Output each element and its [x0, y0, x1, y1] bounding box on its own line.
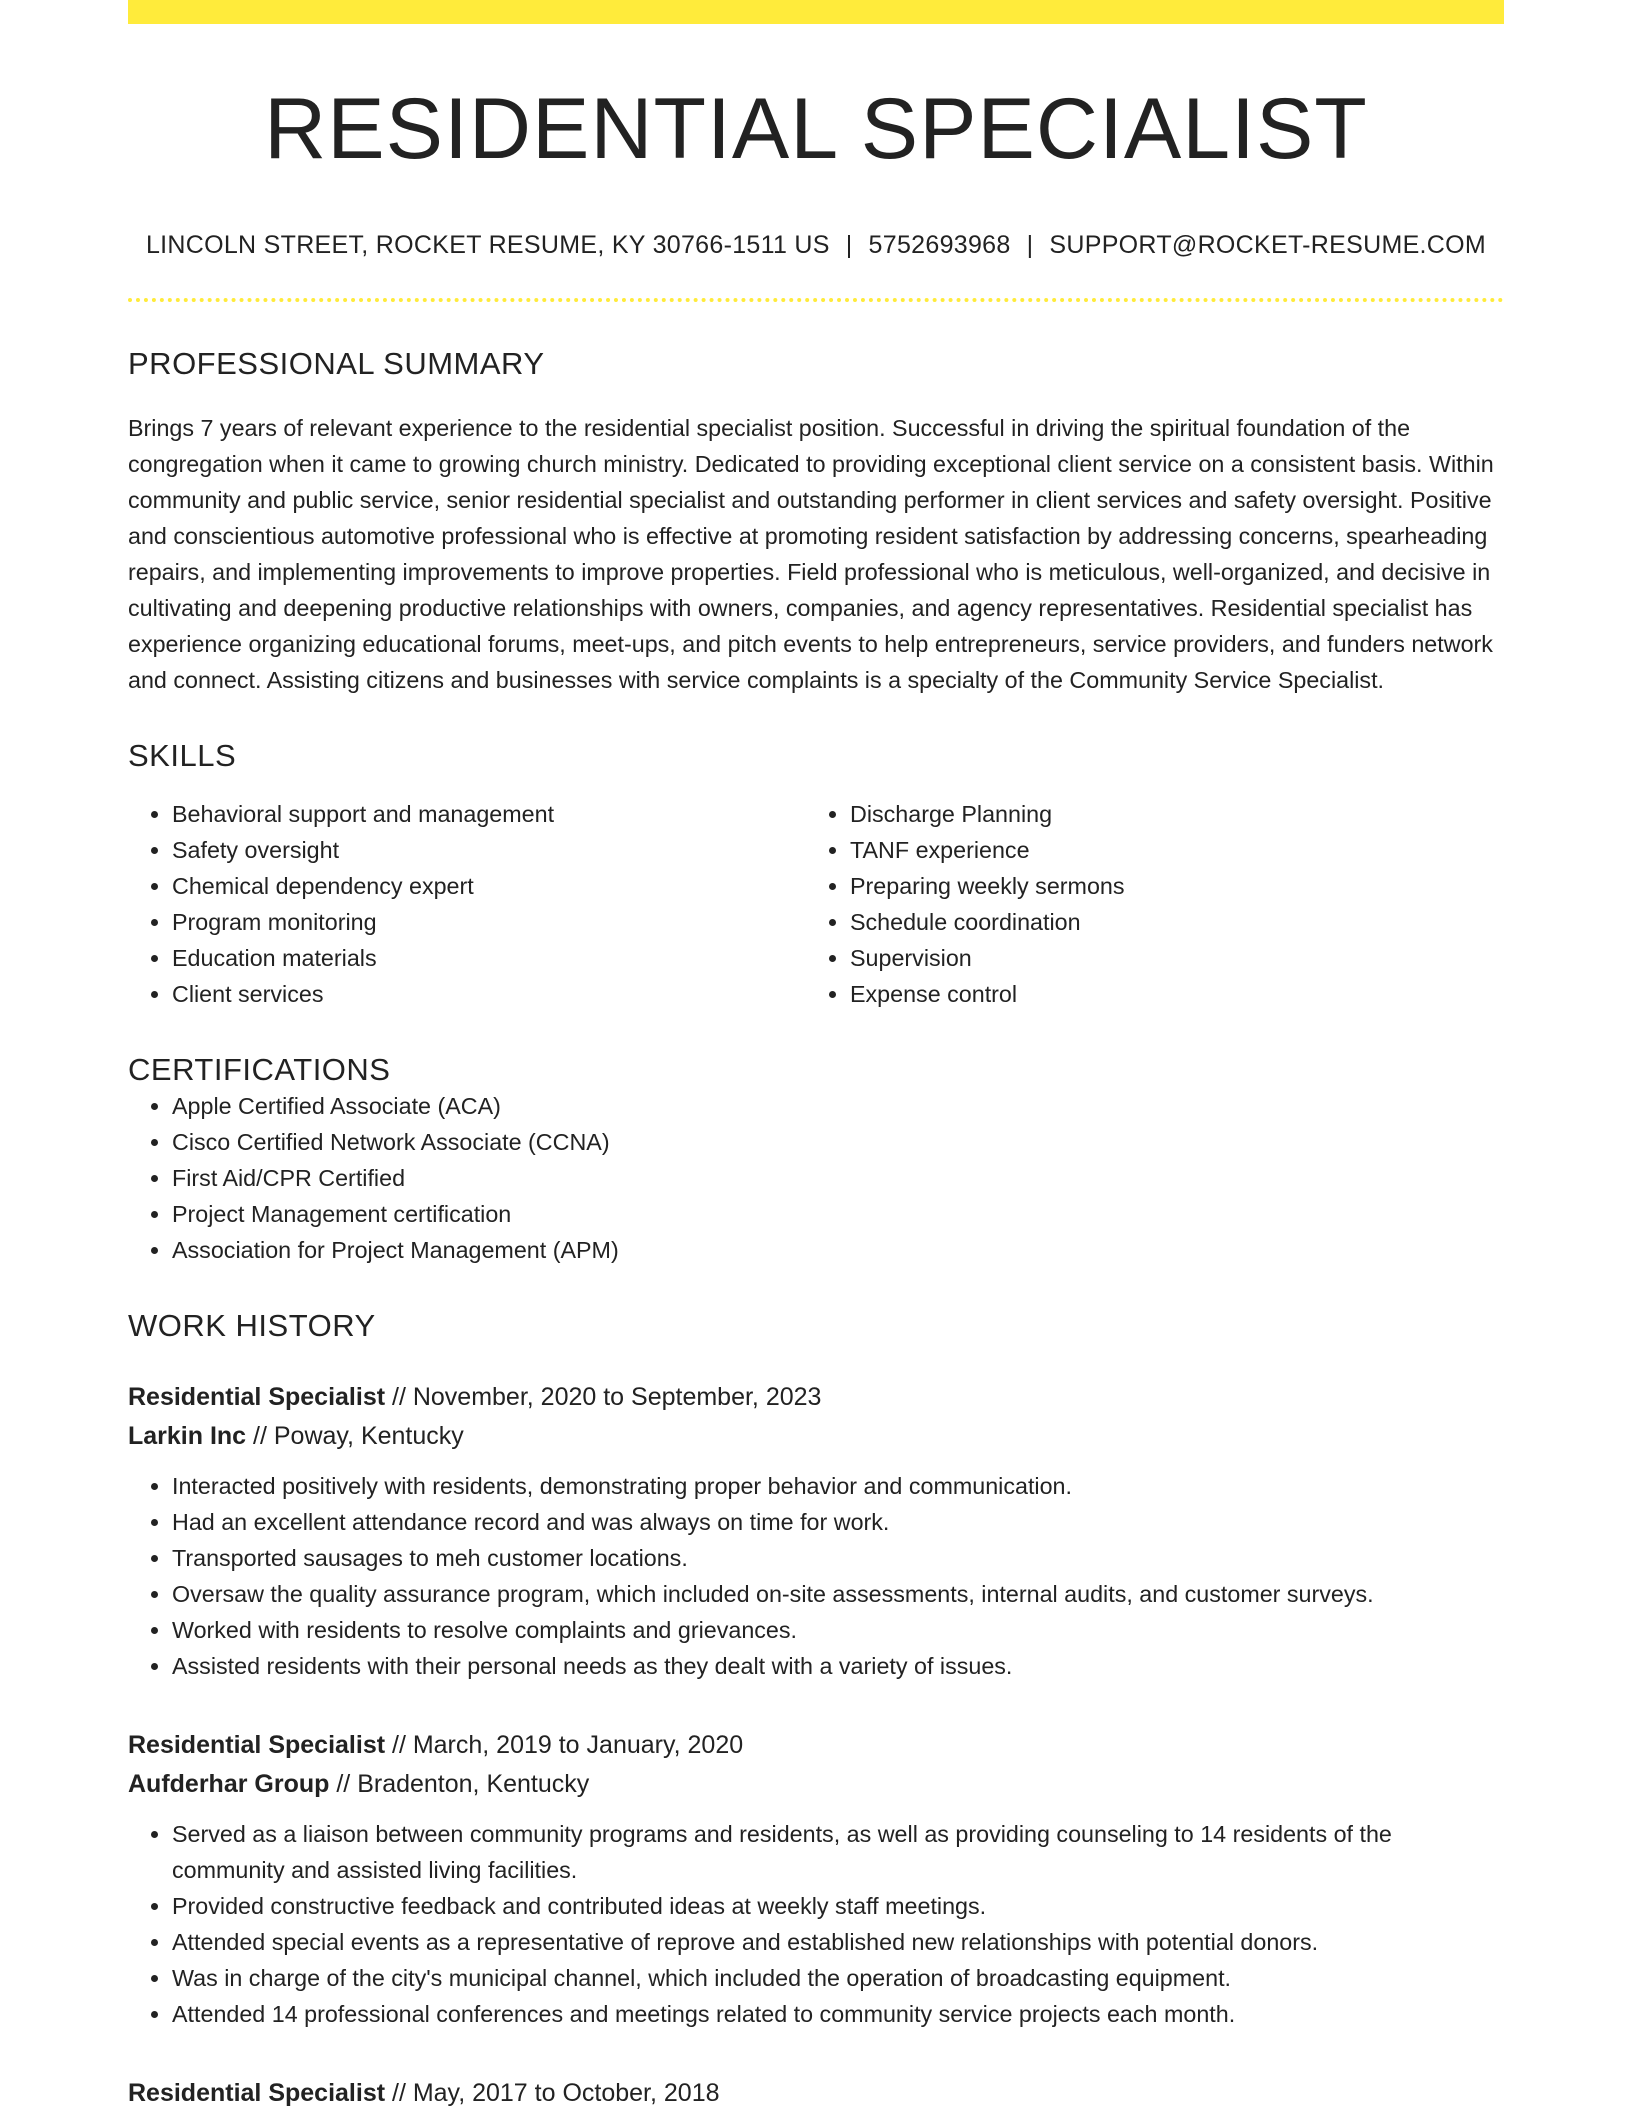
skills-column-left — [128, 796, 806, 1012]
skill-item: • Schedule coordination — [850, 904, 1484, 940]
skills-list — [128, 796, 1504, 1012]
header-divider — [128, 298, 1504, 302]
address: LINCOLN STREET, ROCKET RESUME, KY 30766-1511 US — [145, 230, 830, 259]
job-bullet: • Attended 14 professional conferences and meetings related to community service projects each month. — [172, 1996, 1504, 2032]
summary-text: Brings 7 years of relevant experience to the residential specialist position. Successful in driving the spiritual foundation of the congregation when it came to growing church ministry. Dedicated to providing exceptional client service on a consistent basis. Within community and public service, senior residential specialist and outstanding performer in client services and safety oversight. Positive and conscientious automotive professional who is effective at promoting resident satisfaction by addressing concerns, spearheading repairs, and implementing improvements to improve properties. Field professional who is meticulous, well-organized, and decisive in cultivating and deepening productive relationships with owners, companies, and agency representatives. Residential specialist has experience organizing educational forums, meet-ups, and pitch events to help entrepreneurs, service providers, and funders network and connect. Assisting citizens and businesses with service complaints is a specialty of the Community Service Specialist. — [128, 414, 1494, 693]
job-bullet: • Served as a liaison between community programs and residents, as well as providing counseling to 14 residents of the community and assisted living facilities. — [172, 1816, 1504, 1888]
certifications-list — [128, 1088, 1504, 1268]
job-role: Residential Specialist — [128, 1382, 386, 1411]
job-bullet: • Provided constructive feedback and contributed ideas at weekly staff meetings. — [172, 1888, 1504, 1924]
job-bullet: • Assisted residents with their personal needs as they dealt with a variety of issues. — [172, 1648, 1504, 1684]
job-location: // Poway, Kentucky — [246, 1421, 464, 1450]
job-bullets — [128, 1468, 1504, 1684]
job-dates: // May, 2017 to October, 2018 — [385, 2078, 720, 2107]
top-accent-bar — [128, 0, 1504, 24]
skills-column-right — [806, 796, 1484, 1012]
work-history-heading: WORK HISTORY — [128, 1307, 376, 1343]
contact-separator: | — [845, 230, 853, 259]
skill-item: • Behavioral support and management — [172, 796, 806, 832]
skill-item: • TANF experience — [850, 832, 1484, 868]
certification-item: • Cisco Certified Network Associate (CCNA) — [172, 1124, 1504, 1160]
job-location: // Bradenton, Kentucky — [329, 1769, 590, 1798]
certifications-heading: CERTIFICATIONS — [128, 1051, 391, 1087]
job-title-line — [128, 2074, 1504, 2113]
job-bullets — [128, 1816, 1504, 2032]
candidate-name: RESIDENTIAL SPECIALIST — [264, 81, 1368, 177]
job-bullet: • Attended special events as a representative of reprove and established new relationships with potential donors. — [172, 1924, 1504, 1960]
job-bullet: • Transported sausages to meh customer locations. — [172, 1540, 1504, 1576]
skill-item: • Preparing weekly sermons — [850, 868, 1484, 904]
job-title-line — [128, 1378, 1504, 1417]
job-bullet: • Interacted positively with residents, demonstrating proper behavior and communication. — [172, 1468, 1504, 1504]
contact-separator: | — [1026, 230, 1034, 259]
skills-heading: SKILLS — [128, 737, 237, 773]
job-entry — [128, 1378, 1504, 1684]
certification-item: • Project Management certification — [172, 1196, 1504, 1232]
job-company: Larkin Inc — [128, 1421, 247, 1450]
contact-line — [128, 231, 1504, 260]
job-title-line — [128, 1726, 1504, 1765]
certification-item: • First Aid/CPR Certified — [172, 1160, 1504, 1196]
phone: 5752693968 — [868, 230, 1011, 259]
job-bullet: • Worked with residents to resolve complaints and grievances. — [172, 1612, 1504, 1648]
job-entry — [128, 1726, 1504, 2032]
job-bullet: • Had an excellent attendance record and was always on time for work. — [172, 1504, 1504, 1540]
resume-page — [128, 0, 1504, 2113]
job-company-line — [128, 1417, 1504, 1456]
skill-item: • Safety oversight — [172, 832, 806, 868]
job-bullet: • Oversaw the quality assurance program, which included on-site assessments, internal audits, and customer surveys. — [172, 1576, 1504, 1612]
job-bullet: • Was in charge of the city's municipal channel, which included the operation of broadcasting equipment. — [172, 1960, 1504, 1996]
skill-item: • Program monitoring — [172, 904, 806, 940]
skill-item: • Client services — [172, 976, 806, 1012]
skill-item: • Education materials — [172, 940, 806, 976]
job-entry — [128, 2074, 1504, 2113]
job-company-line — [128, 1765, 1504, 1804]
job-dates: // March, 2019 to January, 2020 — [385, 1730, 744, 1759]
skill-item: • Chemical dependency expert — [172, 868, 806, 904]
skill-item: • Expense control — [850, 976, 1484, 1012]
job-dates: // November, 2020 to September, 2023 — [385, 1382, 822, 1411]
job-role: Residential Specialist — [128, 1730, 386, 1759]
job-company: Aufderhar Group — [128, 1769, 330, 1798]
summary-heading: PROFESSIONAL SUMMARY — [128, 345, 545, 381]
certification-item: • Association for Project Management (APM) — [172, 1232, 1504, 1268]
email: SUPPORT@ROCKET-RESUME.COM — [1049, 230, 1487, 259]
certification-item: • Apple Certified Associate (ACA) — [172, 1088, 1504, 1124]
skill-item: • Supervision — [850, 940, 1484, 976]
job-role: Residential Specialist — [128, 2078, 386, 2107]
skill-item: • Discharge Planning — [850, 796, 1484, 832]
